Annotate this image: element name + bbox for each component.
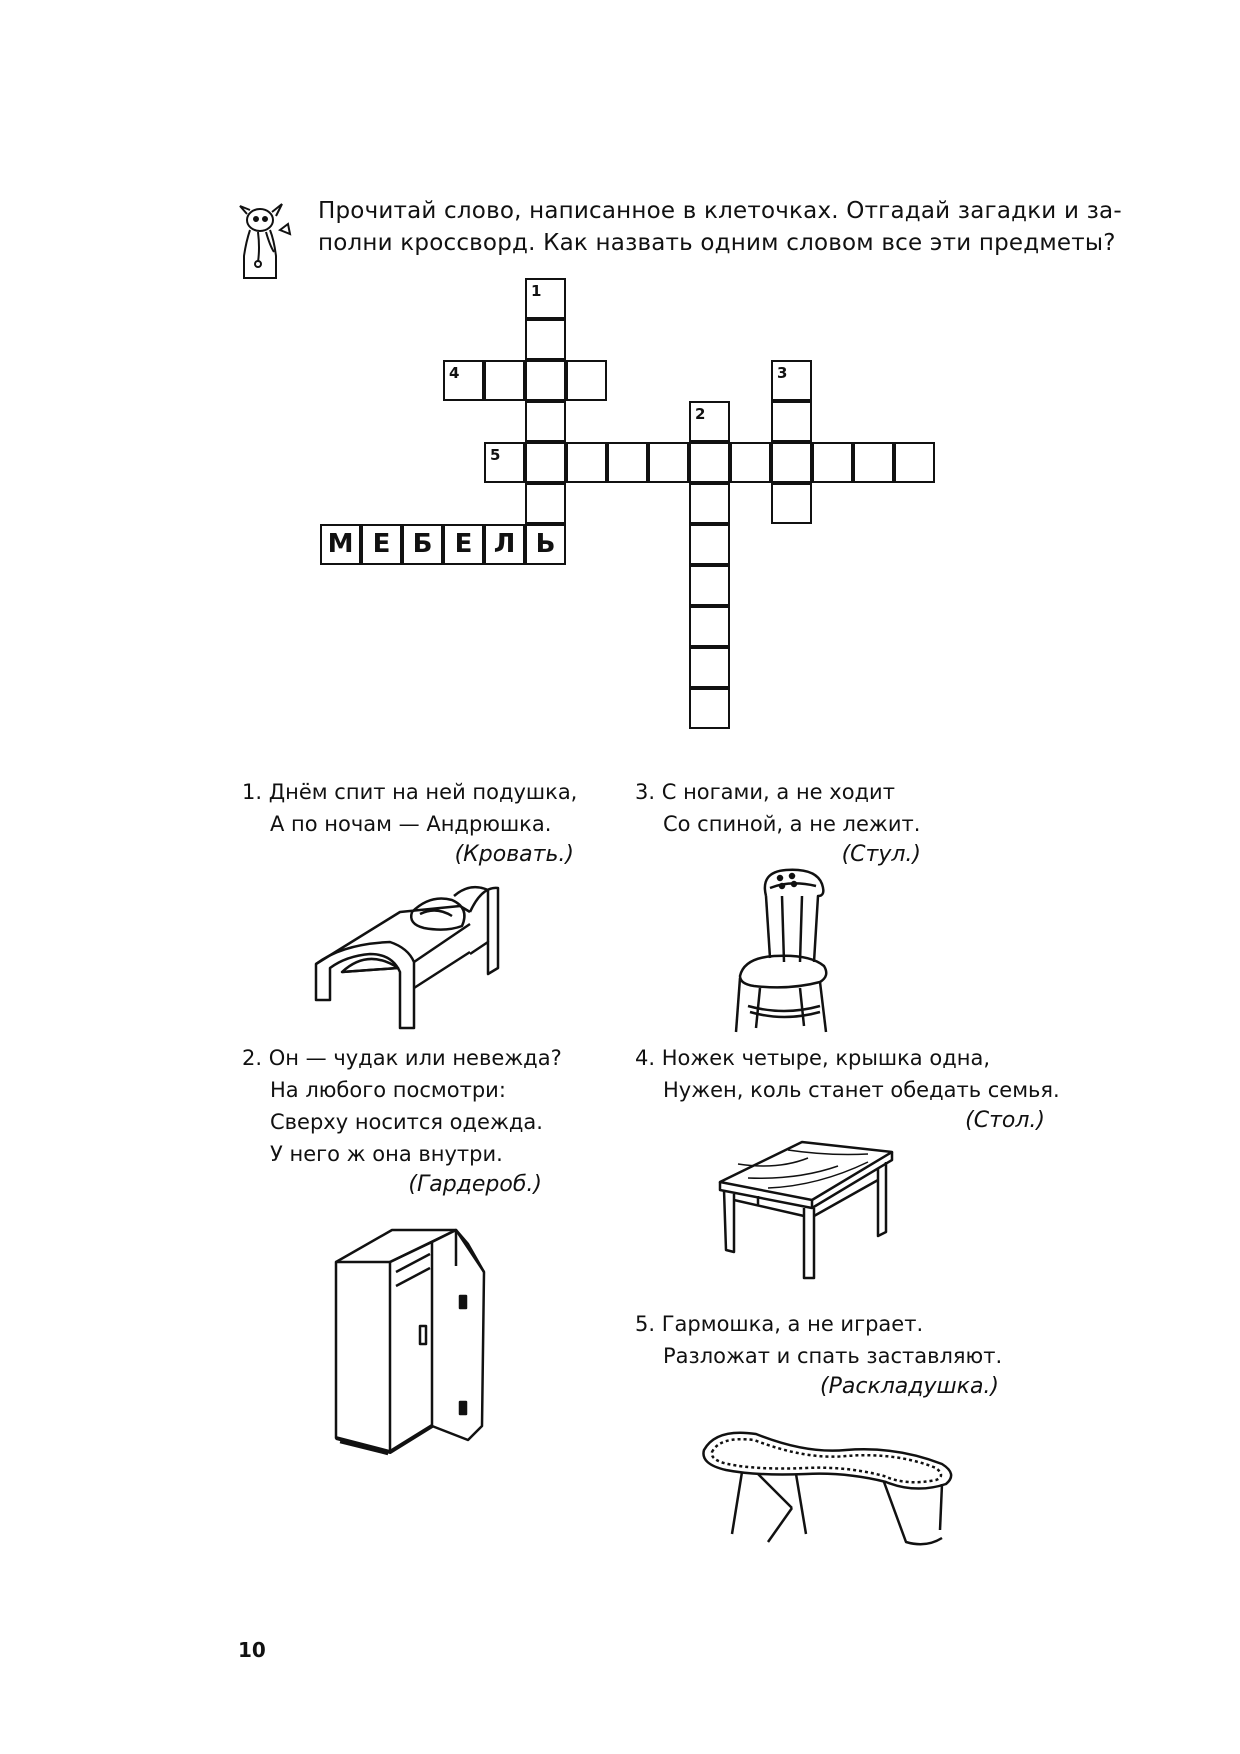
riddle-4-number: 4. xyxy=(635,1046,656,1070)
riddle-4-text-2: Нужен, коль станет обедать семья. xyxy=(663,1078,1060,1102)
riddle-2 xyxy=(242,1046,582,1197)
instruction-line-1: Прочитай слово, написанное в клеточках. Отгадай загадки и за- xyxy=(318,198,1122,224)
page-number: 10 xyxy=(238,1638,266,1662)
bed-icon xyxy=(312,872,504,1032)
crossword-cell[interactable] xyxy=(525,319,566,360)
riddle-4-line-1 xyxy=(635,1046,1055,1070)
riddle-2-answer: (Гардероб.) xyxy=(408,1172,542,1197)
crossword-cell[interactable] xyxy=(689,565,730,606)
clue-number-1: 1 xyxy=(531,282,542,300)
crossword-cell[interactable] xyxy=(648,442,689,483)
instruction-line-2: полни кроссворд. Как назвать одним словом все эти предметы? xyxy=(318,230,1116,256)
crossword-letter: Ь xyxy=(535,529,556,559)
riddle-2-line-1 xyxy=(242,1046,582,1070)
crossword-cell[interactable] xyxy=(771,442,812,483)
riddle-1-line-1 xyxy=(242,780,582,804)
crossword-cell[interactable] xyxy=(689,524,730,565)
clue-number-3: 3 xyxy=(777,364,788,382)
riddle-1-text-1: Днём спит на ней подушка, xyxy=(268,780,578,804)
crossword-cell[interactable] xyxy=(525,442,566,483)
crossword-cell[interactable] xyxy=(525,483,566,524)
crossword-letter: Е xyxy=(372,529,391,559)
crossword-cell[interactable] xyxy=(566,442,607,483)
crossword-letter: Е xyxy=(454,529,473,559)
riddle-1-number: 1. xyxy=(242,780,263,804)
crossword-grid xyxy=(0,0,1240,760)
riddle-2-text-4: У него ж она внутри. xyxy=(270,1142,503,1166)
crossword-cell[interactable] xyxy=(689,483,730,524)
wardrobe-icon xyxy=(332,1226,496,1458)
crossword-cell[interactable] xyxy=(689,442,730,483)
crossword-cell[interactable] xyxy=(771,483,812,524)
crossword-letter: М xyxy=(327,529,354,559)
table-icon xyxy=(718,1140,896,1282)
riddle-4-text-1: Ножек четыре, крышка одна, xyxy=(661,1046,990,1070)
crossword-cell[interactable] xyxy=(525,401,566,442)
riddle-5-text-2: Разложат и спать заставляют. xyxy=(663,1344,1003,1368)
riddle-3-number: 3. xyxy=(635,780,656,804)
riddle-5-line-1 xyxy=(635,1312,1035,1336)
riddle-4 xyxy=(635,1046,1060,1133)
crossword-cell[interactable] xyxy=(812,442,853,483)
crossword-cell[interactable] xyxy=(566,360,607,401)
crossword-letter: Л xyxy=(493,529,516,559)
crossword-cell[interactable] xyxy=(689,606,730,647)
riddle-2-text-3: Сверху носится одежда. xyxy=(270,1110,543,1134)
crossword-cell[interactable] xyxy=(689,688,730,729)
crossword-cell[interactable] xyxy=(730,442,771,483)
riddle-5-number: 5. xyxy=(635,1312,656,1336)
cot-icon xyxy=(696,1424,960,1548)
riddle-1-answer: (Кровать.) xyxy=(454,842,574,867)
riddle-2-number: 2. xyxy=(242,1046,263,1070)
riddle-3-text-1: С ногами, а не ходит xyxy=(661,780,895,804)
crossword-cell[interactable] xyxy=(484,360,525,401)
crossword-cell[interactable] xyxy=(894,442,935,483)
crossword-cell[interactable] xyxy=(853,442,894,483)
riddle-2-text-2: На любого посмотри: xyxy=(270,1078,506,1102)
riddle-3 xyxy=(635,780,955,867)
clue-number-5: 5 xyxy=(490,446,501,464)
clue-number-4: 4 xyxy=(449,364,460,382)
riddle-4-answer: (Стол.) xyxy=(965,1108,1045,1133)
crossword-cell[interactable] xyxy=(525,360,566,401)
crossword-cell[interactable] xyxy=(689,647,730,688)
riddle-1-text-2: А по ночам — Андрюшка. xyxy=(270,812,552,836)
riddle-5-answer: (Раскладушка.) xyxy=(820,1374,999,1399)
riddle-5-text-1: Гармошка, а не играет. xyxy=(661,1312,924,1336)
crossword-cell[interactable] xyxy=(607,442,648,483)
chair-icon xyxy=(730,866,846,1038)
clue-number-2: 2 xyxy=(695,405,706,423)
riddle-1 xyxy=(242,780,582,867)
riddle-3-text-2: Со спиной, а не лежит. xyxy=(663,812,921,836)
crossword-cell[interactable] xyxy=(771,401,812,442)
riddle-2-text-1: Он — чудак или невежда? xyxy=(268,1046,562,1070)
riddle-3-answer: (Стул.) xyxy=(841,842,921,867)
riddle-5 xyxy=(635,1312,1035,1399)
riddle-3-line-1 xyxy=(635,780,955,804)
crossword-letter: Б xyxy=(412,529,433,559)
